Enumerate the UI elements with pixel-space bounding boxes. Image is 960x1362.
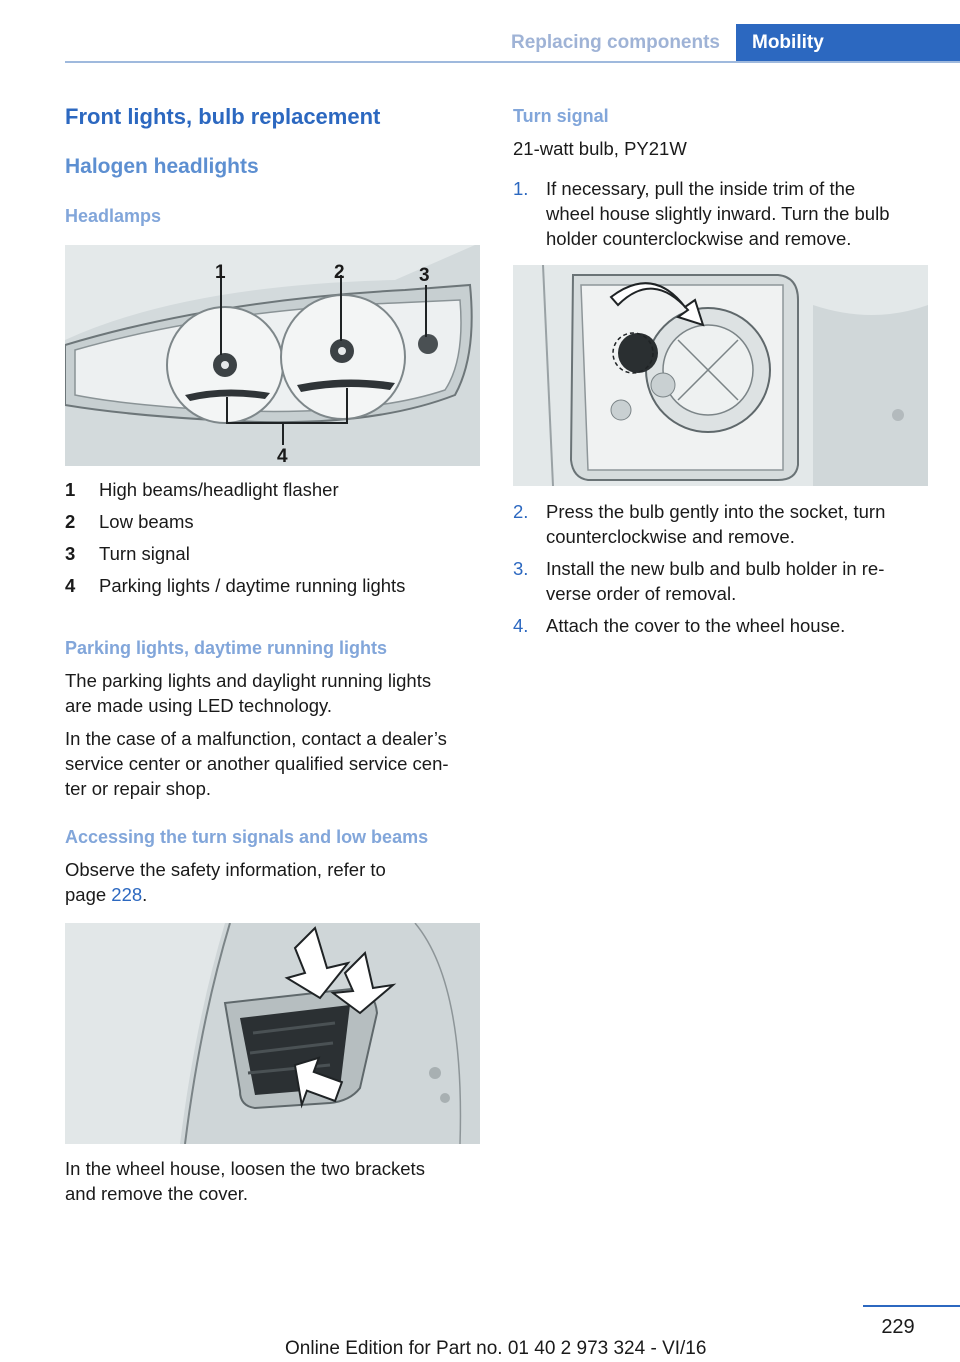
period: . [142, 884, 148, 905]
legend-item [65, 575, 480, 607]
step-text-line: If necessary, pull the inside trim of the [546, 178, 856, 199]
step-text-line: holder counterclockwise and remove. [546, 228, 852, 249]
step-text-line: counterclockwise and remove. [546, 526, 795, 547]
step-number: 2. [513, 501, 529, 522]
page-reference-link[interactable]: 228 [111, 884, 143, 905]
cover-caption-line: In the wheel house, loosen the two brackets [65, 1158, 425, 1179]
edition-note: Online Edition for Part no. 01 40 2 973 324 - VI/16 [285, 1338, 707, 1359]
bulb-spec: 21-watt bulb, PY21W [513, 138, 687, 159]
malfunction-paragraph-line: ter or repair shop. [65, 778, 212, 799]
step-item [513, 176, 928, 256]
step-text-line: Attach the cover to the wheel house. [546, 615, 846, 636]
step-item [513, 499, 928, 555]
safety-paragraph-line [65, 882, 147, 907]
footer-rule [863, 1305, 960, 1307]
step-text-line: Install the new bulb and bulb holder in re‐ [546, 558, 885, 579]
subsection-heading-headlamps: Headlamps [65, 206, 162, 226]
headlamp-callout-1: 1 [215, 262, 226, 283]
parking-paragraph-line: are made using LED technology. [65, 695, 333, 716]
step-text-line: wheel house slightly inward. Turn the bulb [546, 203, 890, 224]
legend-number: 4 [65, 575, 76, 596]
header-chapter-tab[interactable]: Mobility [736, 24, 960, 62]
legend-number: 2 [65, 511, 76, 532]
safety-paragraph-line: Observe the safety information, refer to [65, 859, 386, 880]
legend-item [65, 543, 480, 575]
headlamp-callout-2: 2 [334, 262, 345, 283]
legend-item [65, 511, 480, 543]
step-number: 3. [513, 558, 529, 579]
malfunction-paragraph-line: In the case of a malfunction, contact a dealer’s [65, 728, 447, 749]
legend-text: High beams/headlight flasher [99, 479, 339, 500]
subsection-heading-access: Accessing the turn signals and low beams [65, 827, 429, 847]
legend-text: Parking lights / daytime running lights [99, 575, 406, 596]
headlamp-callout-3: 3 [419, 265, 430, 286]
legend-number: 3 [65, 543, 76, 564]
malfunction-paragraph-line: service center or another qualified service cen‐ [65, 753, 449, 774]
step-number: 1. [513, 178, 529, 199]
subsection-heading-parking: Parking lights, daytime running lights [65, 638, 388, 658]
headlamp-figure [65, 245, 480, 466]
legend-number: 1 [65, 479, 76, 500]
step-text-line: verse order of removal. [546, 583, 737, 604]
subsection-heading-turn-signal: Turn signal [513, 106, 609, 126]
headlamp-callout-4: 4 [277, 446, 288, 466]
wheel-house-cover-figure [65, 923, 480, 1144]
page-word: page [65, 884, 107, 905]
legend-item [65, 479, 480, 511]
page-title: Front lights, bulb replacement [65, 104, 381, 129]
header-rule [65, 61, 960, 63]
step-number: 4. [513, 615, 529, 636]
header-section-title: Replacing components [510, 32, 720, 53]
step-item [513, 613, 928, 643]
step-text-line: Press the bulb gently into the socket, turn [546, 501, 886, 522]
legend-text: Low beams [99, 511, 194, 532]
page-number: 229 [881, 1316, 915, 1338]
parking-paragraph-line: The parking lights and daylight running lights [65, 670, 432, 691]
legend-text: Turn signal [99, 543, 190, 564]
step-item [513, 556, 928, 612]
bulb-holder-figure [513, 265, 928, 486]
section-heading-halogen: Halogen headlights [65, 155, 259, 178]
cover-caption-line: and remove the cover. [65, 1183, 249, 1204]
